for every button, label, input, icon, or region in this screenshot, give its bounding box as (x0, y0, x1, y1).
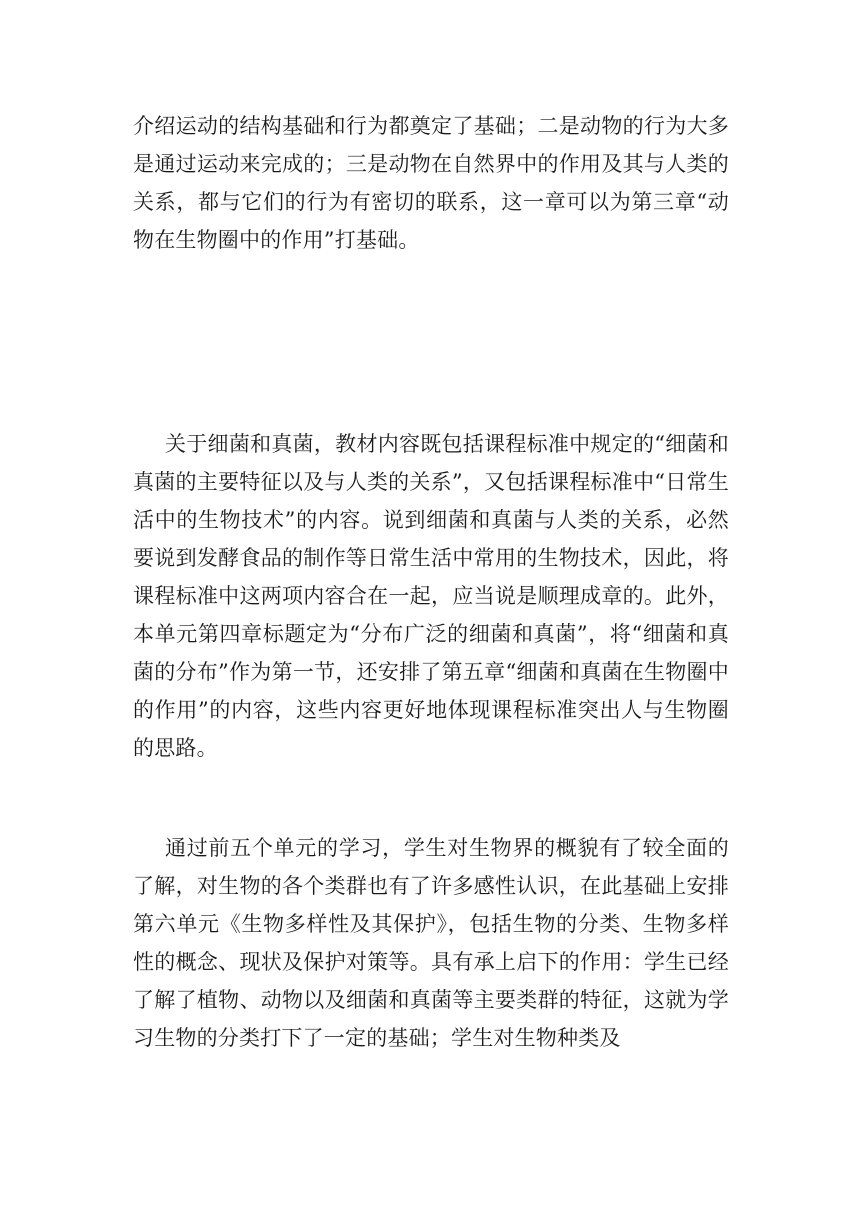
paragraph-3: 通过前五个单元的学习，学生对生物界的概貌有了较全面的了解，对生物的各个类群也有了许多感性认识，在此基础上安排第六单元《生物多样性及其保护》，包括生物的分类、生物多样性的概念、现状及保护对策等。具有承上启下的作用：学生已经了解了植物、动物以及细菌和真菌等主要类群的特征，这就为学习生物的分类打下了一定的基础；学生对生物种类及 (133, 836, 729, 1050)
paragraph-2: 关于细菌和真菌，教材内容既包括课程标准中规定的“细菌和真菌的主要特征以及与人类的关系”，又包括课程标准中“日常生活中的生物技术”的内容。说到细菌和真菌与人类的关系，必然要说到发酵食品的制作等日常生活中常用的生物技术，因此，将课程标准中这两项内容合在一起，应当说是顺理成章的。此外，本单元第四章标题定为“分布广泛的细菌和真菌”，将“细菌和真菌的分布”作为第一节，还安排了第五章“细菌和真菌在生物圈中的作用”的内容，这些内容更好地体现课程标准突出人与生物圈的思路。 (133, 432, 729, 760)
paragraph-1: 介绍运动的结构基础和行为都奠定了基础；二是动物的行为大多是通过运动来完成的；三是动物在自然界中的作用及其与人类的关系，都与它们的行为有密切的联系，这一章可以为第三章“动物在生物圈中的作用”打基础。 (133, 114, 729, 252)
